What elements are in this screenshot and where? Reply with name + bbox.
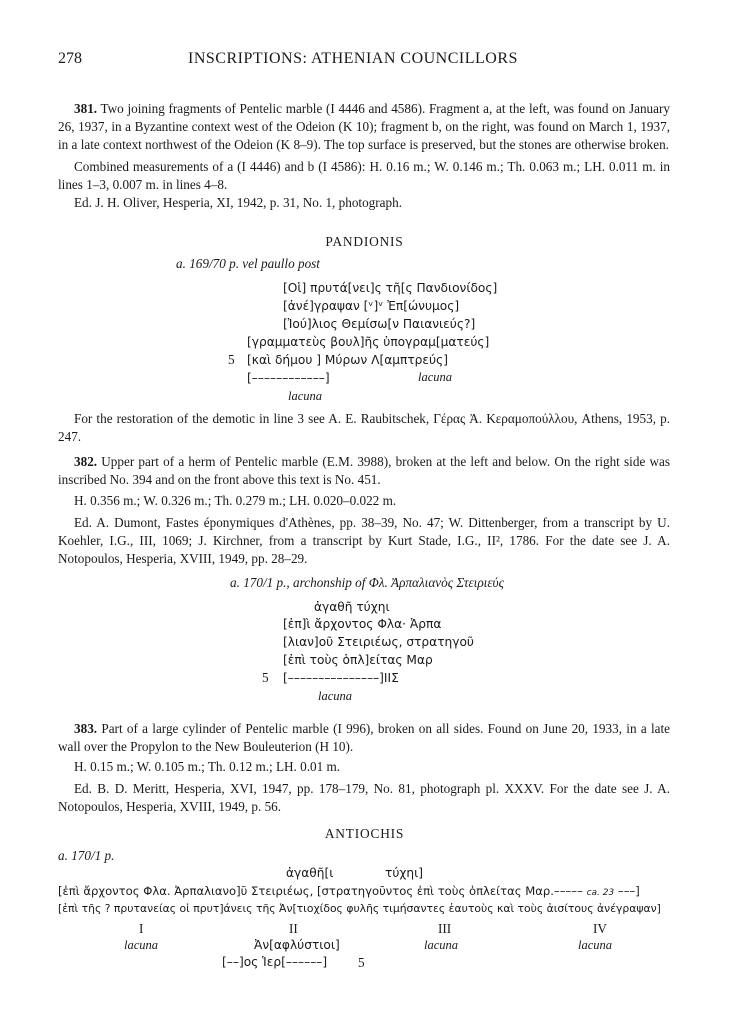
entry-381-measurements: Combined measurements of a (I 4446) and b (I 4586): H. 0.16 m.; W. 0.146 m.; Th. 0.063 m.; LH. 0.011 m. in lines 1–3, 0.007 m. in lines 4–8. bbox=[58, 159, 670, 192]
entry-381-lacuna-left: lacuna bbox=[288, 389, 323, 403]
entry-381-line-3: [Ἰού]λιος Θεμίσω[ν Παιανιεύς?] bbox=[283, 317, 476, 331]
entry-381-edition: Ed. J. H. Oliver, Hesperia, XI, 1942, p. 31, No. 1, photograph. bbox=[74, 195, 403, 210]
entry-382-line-2: [ἐπ]ὶ ἄρχοντος Φλα· Ἀρπα bbox=[283, 617, 442, 631]
column-iii-heading: III bbox=[438, 921, 452, 936]
entry-381-lacuna-right: lacuna bbox=[418, 370, 453, 384]
entry-382-line-number: 5 bbox=[262, 670, 269, 685]
entry-383-line-1a: ἀγαθῆ[ι bbox=[286, 866, 334, 880]
entry-383-line-2-end: –––] bbox=[617, 884, 640, 898]
entry-381-line-2: [ἀνέ]γραψαν [ᵛ]ᵛ Ἐπ[ώνυμος] bbox=[283, 299, 460, 313]
column-ii-name: Ἀν[αφλύστιοι] bbox=[254, 938, 340, 952]
entry-381-tribe: PANDIONIS bbox=[325, 234, 404, 249]
entry-383-desc-text: Part of a large cylinder of Pentelic marble (I 996), broken on all sides. Found on June 20, 1933, in a late wall over the Propylon to the New Bouleuterion (H 10). bbox=[58, 721, 670, 754]
entry-382-line-4: [ἐπὶ τοὺς ὁπλ]είτας Μαρ bbox=[283, 653, 433, 667]
column-iii-lacuna: lacuna bbox=[424, 938, 459, 952]
entry-383-edition: Ed. B. D. Meritt, Hesperia, XVI, 1947, pp. 178–179, No. 81, photograph pl. XXXV. For the date see J. A. Notopoulos, Hesperia, XVIII, 1949, p. 56. bbox=[58, 781, 670, 814]
entry-382-number: 382. bbox=[74, 454, 98, 469]
entry-381-line-number: 5 bbox=[228, 352, 235, 367]
entry-383-line-number: 5 bbox=[358, 955, 365, 970]
entry-383-date: a. 170/1 p. bbox=[58, 848, 115, 863]
entry-383-line-3: [ἐπὶ τῆς ? πρυτανείας οἱ πρυτ]άνεις τῆς Ἀν[τιοχίδος φυλῆς τιμήσαντες ἑαυτοὺς καὶ τοὺς ἀισίτους ἀνέγραψαν] bbox=[58, 902, 661, 915]
entry-382-date: a. 170/1 p., archonship of Φλ. Ἀρπαλιανὸς Στειριεύς bbox=[230, 575, 504, 590]
entry-381-line-1: [Οἱ] πρυτά[νει]ς τῆ[ς Πανδιονίδος] bbox=[283, 281, 498, 295]
column-i-lacuna: lacuna bbox=[124, 938, 159, 952]
entry-382-line-1: ἀγαθῆ τύχηι bbox=[314, 600, 390, 614]
entry-383-line-2 bbox=[58, 884, 640, 898]
entry-381-line-5: [καὶ δήμου ] Μύρων Λ[αμπτρεύς] bbox=[247, 353, 448, 367]
entry-383-line-2-ca: ca. 23 bbox=[586, 888, 615, 898]
entry-381-line-4: [γραμματεὺς βουλ]ῆς ὑπογραμ[ματεύς] bbox=[247, 335, 490, 349]
entry-383-description bbox=[58, 720, 670, 756]
page-number: 278 bbox=[58, 50, 82, 67]
column-ii-line: [––]ος Ἱερ[––––––] bbox=[222, 955, 328, 969]
column-i-heading: I bbox=[139, 921, 144, 936]
entry-381-desc-text: Two joining fragments of Pentelic marble (I 4446 and 4586). Fragment a, at the left, was found on January 26, 1937, in a Byzantine context west of the Odeion (K 10); fragment b, on the right, was found on March 1, 1937, in a late context northwest of the Odeion (K 8–9). The top surface is preserved, but the stones are otherwise broken. bbox=[58, 101, 670, 152]
entry-381-number: 381. bbox=[74, 101, 98, 116]
entry-383-line-1b: τύχηι] bbox=[385, 866, 424, 880]
column-iv-heading: IV bbox=[593, 921, 607, 936]
column-ii-heading: II bbox=[289, 921, 298, 936]
entry-381-description bbox=[58, 100, 670, 154]
entry-383-tribe: ANTIOCHIS bbox=[324, 826, 405, 841]
entry-383-number: 383. bbox=[74, 721, 98, 736]
entry-382-line-3: [λιαν]οῦ Στειριέως, στρατηγοῦ bbox=[283, 635, 474, 649]
entry-383-line-2-text: [ἐπὶ ἄρχοντος Φλα. Ἀρπαλιανο]ῦ Στειριέως, [στρατηγοῦντος ἐπὶ τοὺς ὁπλείτας Μαρ.––––– bbox=[58, 884, 583, 898]
entry-383-measurements: H. 0.15 m.; W. 0.105 m.; Th. 0.12 m.; LH. 0.01 m. bbox=[74, 759, 341, 774]
entry-382-line-5: [–––––––––––––––]ΙΙΣ bbox=[283, 671, 399, 685]
entry-382-lacuna: lacuna bbox=[318, 689, 353, 703]
entry-381-date: a. 169/70 p. vel paullo post bbox=[176, 256, 320, 271]
running-title: INSCRIPTIONS: ATHENIAN COUNCILLORS bbox=[188, 50, 518, 67]
entry-382-edition: Ed. A. Dumont, Fastes éponymiques d'Athènes, pp. 38–39, No. 47; W. Dittenberger, from a transcript by U. Koehler, I.G., III, 1069; J. Kirchner, from a transcript by Kurt Stade, I.G., II², 1786. For the date see J. A. Notopoulos, Hesperia, XVIII, 1949, pp. 28–29. bbox=[58, 515, 670, 566]
column-iv-lacuna: lacuna bbox=[578, 938, 613, 952]
entry-382-description bbox=[58, 453, 670, 489]
entry-382-desc-text: Upper part of a herm of Pentelic marble (E.M. 3988), broken at the left and below. On the right side was inscribed No. 394 and on the front above this text is No. 451. bbox=[58, 454, 671, 487]
entry-382-measurements: H. 0.356 m.; W. 0.326 m.; Th. 0.279 m.; LH. 0.020–0.022 m. bbox=[74, 493, 397, 508]
entry-381-note: For the restoration of the demotic in line 3 see A. E. Raubitschek, Γέρας Ἀ. Κεραμοπούλλου, Athens, 1953, p. 247. bbox=[58, 411, 670, 444]
entry-381-line-6: [––––––––––––] bbox=[247, 371, 330, 385]
